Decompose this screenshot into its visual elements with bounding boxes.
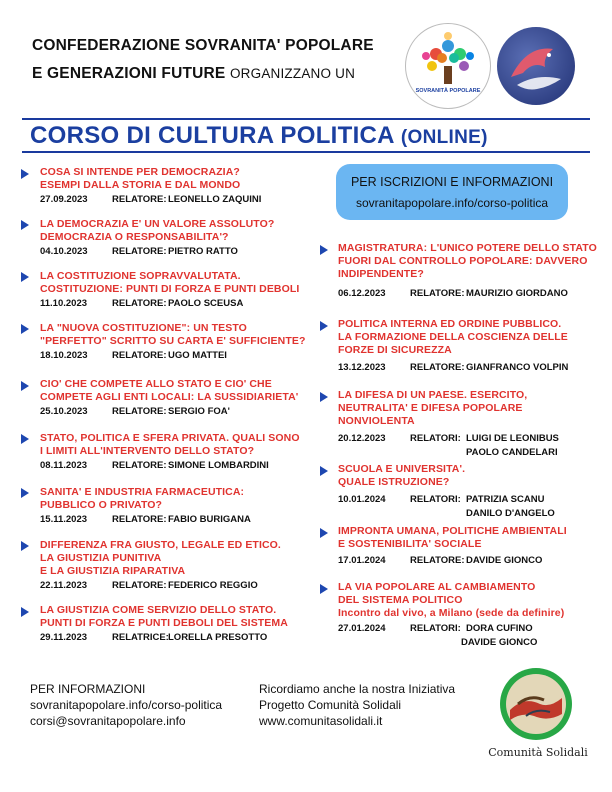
event-date: 20.12.2023	[338, 433, 386, 444]
event-right-2	[338, 318, 568, 374]
event-meta	[40, 405, 298, 418]
event-title: PUNTI DI FORZA E PUNTI DEBOLI DEL SISTEMA	[40, 617, 288, 629]
event-title: ESEMPI DALLA STORIA E DAL MONDO	[40, 179, 241, 191]
speaker-name: FABIO BURIGANA	[168, 514, 251, 525]
speaker-label: RELATORI:	[410, 433, 461, 444]
event-title: NEUTRALITA' E DIFESA POPOLARE	[338, 402, 523, 414]
event-title: DEMOCRAZIA O RESPONSABILITA'?	[40, 231, 229, 243]
title-suffix: (ONLINE)	[400, 127, 488, 148]
event-meta	[40, 297, 299, 310]
speaker-label: RELATRICE:	[112, 632, 169, 643]
speaker-name: MAURIZIO GIORDANO	[466, 288, 568, 299]
title-bottom-rule	[22, 151, 590, 153]
event-meta	[40, 631, 288, 644]
speaker-name: LUIGI DE LEONIBUS	[466, 433, 559, 444]
event-date: 29.11.2023	[40, 632, 88, 643]
event-meta	[338, 287, 597, 300]
event-meta-2	[338, 636, 564, 649]
event-title: "PERFETTO" SCRITTO SU CARTA E' SUFFICIENTE?	[40, 335, 306, 347]
event-title: COSA SI INTENDE PER DEMOCRAZIA?	[40, 166, 240, 178]
event-date: 25.10.2023	[40, 406, 88, 417]
event-title: INDIPENDENTE?	[338, 268, 424, 280]
title-main: CORSO DI CULTURA POLITICA	[30, 122, 394, 149]
event-title: LA DIFESA DI UN PAESE. ESERCITO,	[338, 389, 528, 401]
bullet-arrow-icon	[320, 392, 328, 402]
footer-reminder	[259, 681, 455, 729]
speaker-label: RELATORE:	[112, 246, 167, 257]
event-meta	[40, 349, 305, 362]
header-line-2-small: ORGANIZZANO UN	[229, 66, 356, 81]
speaker-label: RELATORE:	[112, 580, 167, 591]
generazioni-future-logo	[497, 27, 575, 105]
speaker-label: RELATORE:	[112, 298, 167, 309]
event-left-5	[40, 378, 298, 418]
speaker-name: PAOLO CANDELARI	[466, 447, 558, 458]
speaker-name: DANILO D'ANGELO	[466, 508, 555, 519]
speaker-name: PAOLO SCEUSA	[168, 298, 244, 309]
event-title: IMPRONTA UMANA, POLITICHE AMBIENTALI	[338, 525, 567, 537]
event-meta	[338, 554, 567, 567]
event-right-3	[338, 389, 559, 459]
speaker-label: RELATORE:	[112, 406, 167, 417]
bullet-arrow-icon	[320, 584, 328, 594]
event-title: DEL SISTEMA POLITICO	[338, 594, 463, 606]
speaker-label: RELATORE:	[112, 350, 167, 361]
event-title: LA FORMAZIONE DELLA COSCIENZA DELLE	[338, 331, 568, 343]
event-title: SCUOLA E UNIVERSITA'.	[338, 463, 466, 475]
speaker-name: DAVIDE GIONCO	[461, 637, 538, 648]
event-meta-2	[338, 446, 559, 459]
speaker-name: SIMONE LOMBARDINI	[168, 460, 269, 471]
header-line-2	[32, 65, 355, 83]
event-title: COSTITUZIONE: PUNTI DI FORZA E PUNTI DEBOLI	[40, 283, 300, 295]
speaker-label: RELATORE:	[410, 362, 465, 373]
event-date: 22.11.2023	[40, 580, 88, 591]
event-date: 06.12.2023	[338, 288, 386, 299]
event-right-6	[338, 581, 564, 649]
event-meta	[40, 459, 300, 472]
event-meta	[40, 245, 274, 258]
event-right-4	[338, 463, 555, 520]
bullet-arrow-icon	[21, 381, 29, 391]
comunita-solidali-logo	[500, 668, 572, 740]
event-meta	[40, 579, 281, 592]
event-left-4	[40, 322, 305, 362]
event-title: FUORI DAL CONTROLLO POPOLARE: DAVVERO	[338, 255, 588, 267]
event-title: POLITICA INTERNA ED ORDINE PUBBLICO.	[338, 318, 562, 330]
event-title: DIFFERENZA FRA GIUSTO, LEGALE ED ETICO.	[40, 539, 281, 551]
logo1-text: SOVRANITÀ POPOLARE	[415, 88, 481, 94]
speaker-label: RELATORI:	[410, 494, 461, 505]
event-right-5	[338, 525, 567, 567]
bullet-arrow-icon	[320, 528, 328, 538]
event-date: 17.01.2024	[338, 555, 386, 566]
event-meta	[338, 493, 555, 506]
header-line-1: CONFEDERAZIONE SOVRANITA' POPOLARE	[32, 37, 374, 54]
speaker-label: RELATORI:	[410, 623, 461, 634]
bullet-arrow-icon	[320, 466, 328, 476]
event-date: 27.09.2023	[40, 194, 88, 205]
event-title: E LA GIUSTIZIA RIPARATIVA	[40, 565, 186, 577]
event-meta	[40, 193, 261, 206]
event-date: 10.01.2024	[338, 494, 386, 505]
event-left-6	[40, 432, 300, 472]
event-date: 15.11.2023	[40, 514, 88, 525]
event-title: QUALE ISTRUZIONE?	[338, 476, 450, 488]
bullet-arrow-icon	[320, 321, 328, 331]
event-left-9	[40, 604, 288, 644]
event-meta	[40, 513, 251, 526]
event-title: SANITA' E INDUSTRIA FARMACEUTICA:	[40, 486, 245, 498]
event-date: 18.10.2023	[40, 350, 88, 361]
event-date: 27.01.2024	[338, 623, 386, 634]
footer-info	[30, 681, 222, 729]
event-title: LA GIUSTIZIA PUNITIVA	[40, 552, 162, 564]
event-meta	[338, 432, 559, 445]
event-title: E SOSTENIBILITA' SOCIALE	[338, 538, 482, 550]
bullet-arrow-icon	[21, 272, 29, 282]
speaker-name: DAVIDE GIONCO	[466, 555, 543, 566]
speaker-name: PATRIZIA SCANU	[466, 494, 545, 505]
event-meta	[338, 622, 564, 635]
title-top-rule	[22, 118, 590, 120]
speaker-name: GIANFRANCO VOLPIN	[466, 362, 569, 373]
event-title: CIO' CHE COMPETE ALLO STATO E CIO' CHE	[40, 378, 272, 390]
event-title: MAGISTRATURA: L'UNICO POTERE DELLO STATO	[338, 242, 597, 254]
event-title: LA COSTITUZIONE SOPRAVVALUTATA.	[40, 270, 241, 282]
event-left-1	[40, 166, 261, 206]
event-title: NONVIOLENTA	[338, 415, 415, 427]
event-title: Incontro dal vivo, a Milano (sede da definire)	[338, 607, 565, 619]
bullet-arrow-icon	[21, 220, 29, 230]
event-title: FORZE DI SICUREZZA	[338, 344, 452, 356]
speaker-name: FEDERICO REGGIO	[168, 580, 258, 591]
event-left-3	[40, 270, 299, 310]
event-meta	[338, 361, 568, 374]
footer-reminder-line1: Ricordiamo anche la nostra Iniziativa	[259, 682, 456, 696]
event-title: STATO, POLITICA E SFERA PRIVATA. QUALI SONO	[40, 432, 300, 444]
speaker-name: LEONELLO ZAQUINI	[168, 194, 262, 205]
event-date: 13.12.2023	[338, 362, 386, 373]
footer-reminder-url[interactable]: www.comunitasolidali.it	[259, 714, 383, 728]
speaker-label: RELATORE:	[410, 288, 465, 299]
bullet-arrow-icon	[21, 607, 29, 617]
sovranita-popolare-logo	[405, 23, 491, 109]
event-date: 04.10.2023	[40, 246, 88, 257]
footer-reminder-line2: Progetto Comunità Solidali	[259, 698, 402, 712]
footer-info-email[interactable]: corsi@sovranitapopolare.info	[30, 714, 186, 728]
event-title: LA VIA POPOLARE AL CAMBIAMENTO	[338, 581, 536, 593]
event-title: LA "NUOVA COSTITUZIONE": UN TESTO	[40, 322, 247, 334]
signup-url[interactable]: sovranitapopolare.info/corso-politica	[355, 196, 549, 210]
event-date: 08.11.2023	[40, 460, 88, 471]
event-title: I LIMITI ALL'INTERVENTO DELLO STATO?	[40, 445, 255, 457]
event-left-2	[40, 218, 274, 258]
bullet-arrow-icon	[21, 324, 29, 334]
event-title: LA DEMOCRAZIA E' UN VALORE ASSOLUTO?	[40, 218, 275, 230]
footer-info-label: PER INFORMAZIONI	[30, 682, 146, 696]
speaker-label: RELATORE:	[112, 460, 167, 471]
page-title	[30, 122, 488, 150]
bullet-arrow-icon	[21, 434, 29, 444]
bullet-arrow-icon	[21, 541, 29, 551]
event-left-8	[40, 539, 281, 592]
speaker-name: DORA CUFINO	[466, 623, 533, 634]
event-title: LA GIUSTIZIA COME SERVIZIO DELLO STATO.	[40, 604, 277, 616]
speaker-label: RELATORE:	[112, 194, 167, 205]
speaker-name: PIETRO RATTO	[168, 246, 238, 257]
logo-caption: Comunità Solidali	[488, 746, 588, 759]
speaker-name: SERGIO FOA'	[168, 406, 230, 417]
signup-label: PER ISCRIZIONI E INFORMAZIONI	[350, 175, 554, 189]
event-left-7	[40, 486, 251, 526]
bullet-arrow-icon	[320, 245, 328, 255]
speaker-label: RELATORE:	[410, 555, 465, 566]
event-right-1	[338, 242, 597, 300]
event-date: 11.10.2023	[40, 298, 88, 309]
speaker-name: UGO MATTEI	[168, 350, 227, 361]
speaker-label: RELATORE:	[112, 514, 167, 525]
footer-info-url[interactable]: sovranitapopolare.info/corso-politica	[30, 698, 223, 712]
bullet-arrow-icon	[21, 488, 29, 498]
event-meta-2	[338, 507, 555, 520]
event-title: COMPETE AGLI ENTI LOCALI: LA SUSSIDIARIETA'	[40, 391, 299, 403]
header-line-2-bold: E GENERAZIONI FUTURE	[32, 65, 226, 82]
speaker-name: LORELLA PRESOTTO	[168, 632, 268, 643]
event-title: PUBBLICO O PRIVATO?	[40, 499, 163, 511]
bullet-arrow-icon	[21, 169, 29, 179]
signup-box[interactable]	[336, 164, 568, 220]
